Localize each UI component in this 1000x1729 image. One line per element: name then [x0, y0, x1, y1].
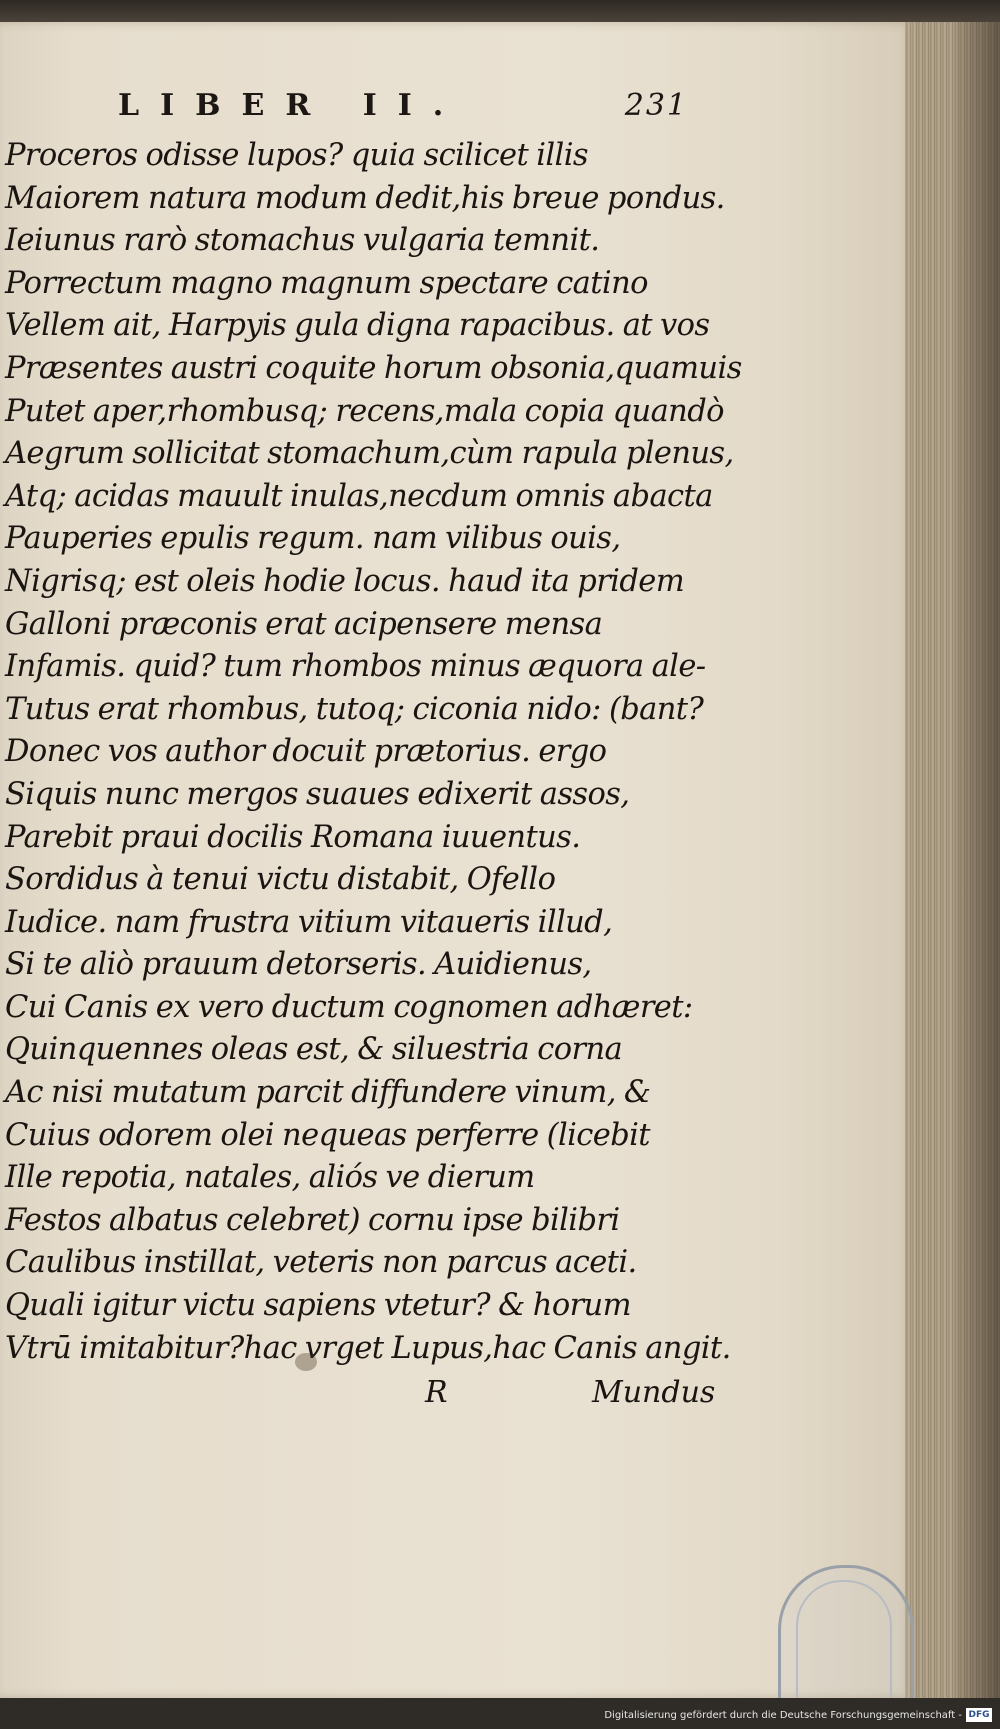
verse-line: Proceros odisse lupos? quia scilicet illis	[5, 138, 588, 173]
verse-line: Aegrum sollicitat stomachum,cùm rapula plenus,	[5, 436, 734, 472]
verse-line: Si te aliò prauum detorseris. Auidienus,	[5, 947, 592, 983]
verse-line: Iudice. nam frustra vitium vitaueris illud,	[5, 904, 613, 940]
ink-stain	[295, 1353, 317, 1371]
verse-line: Pauperies epulis regum. nam vilibus ouis,	[5, 521, 621, 557]
verse-line: Siquis nunc mergos suaues edixerit assos,	[5, 776, 630, 812]
verse-line: Vtrū imitabitur?hac vrget Lupus,hac Canis angit.	[5, 1330, 731, 1366]
dfg-logo: DFG	[966, 1708, 992, 1722]
page-header	[118, 88, 688, 128]
signature-mark: R	[425, 1375, 448, 1410]
verse-line: Maiorem natura modum dedit,his breue pondus.	[5, 180, 725, 216]
verse-line: Porrectum magno magnum spectare catino	[5, 265, 648, 301]
verse-line: Ille repotia, natales, aliós ve dierum	[5, 1160, 535, 1196]
running-title: LIBER II.	[118, 88, 465, 123]
digitization-credit: Digitalisierung gefördert durch die Deutsche Forschungsgemeinschaft -	[604, 1710, 962, 1721]
scan-top-edge	[0, 0, 1000, 22]
verse-line: Putet aper,rhombusq; recens,mala copia quandò	[5, 393, 724, 429]
page-edge-shadow	[955, 22, 1000, 1698]
verse-text	[5, 135, 742, 1370]
verse-line: Vellem ait, Harpyis gula digna rapacibus. at vos	[5, 308, 710, 344]
verse-line: Galloni præconis erat acipensere mensa	[5, 606, 603, 642]
verse-line: Sordidus à tenui victu distabit, Ofello	[5, 862, 556, 898]
book-clamp-inner	[796, 1580, 892, 1707]
verse-line: Infamis. quid? tum rhombos minus æquora ale-	[5, 649, 706, 685]
verse-line: Cui Canis ex vero ductum cognomen adhæret:	[5, 989, 693, 1025]
verse-line: Tutus erat rhombus, tutoq; ciconia nido: (bant?	[5, 691, 704, 727]
page-number: 231	[624, 88, 688, 123]
verse-line: Cuius odorem olei nequeas perferre (licebit	[5, 1117, 650, 1153]
verse-line: Atq; acidas mauult inulas,necdum omnis abacta	[5, 478, 713, 514]
catchword: Mundus	[592, 1375, 716, 1410]
verse-line: Quali igitur victu sapiens vtetur? & horum	[5, 1288, 631, 1324]
verse-line: Ieiunus rarò stomachus vulgaria temnit.	[5, 223, 600, 259]
verse-line: Donec vos author docuit prætorius. ergo	[5, 734, 607, 770]
verse-line: Quinquennes oleas est, & siluestria corna	[5, 1032, 623, 1068]
verse-line: Ac nisi mutatum parcit diffundere vinum, &	[5, 1075, 651, 1111]
verse-line: Caulibus instillat, veteris non parcus aceti.	[5, 1245, 637, 1281]
verse-line: Nigrisq; est oleis hodie locus. haud ita pridem	[5, 563, 685, 599]
verse-line: Præsentes austri coquite horum obsonia,quamuis	[5, 350, 742, 386]
verse-line: Parebit praui docilis Romana iuuentus.	[5, 819, 581, 855]
verse-line: Festos albatus celebret) cornu ipse bilibri	[5, 1202, 620, 1238]
